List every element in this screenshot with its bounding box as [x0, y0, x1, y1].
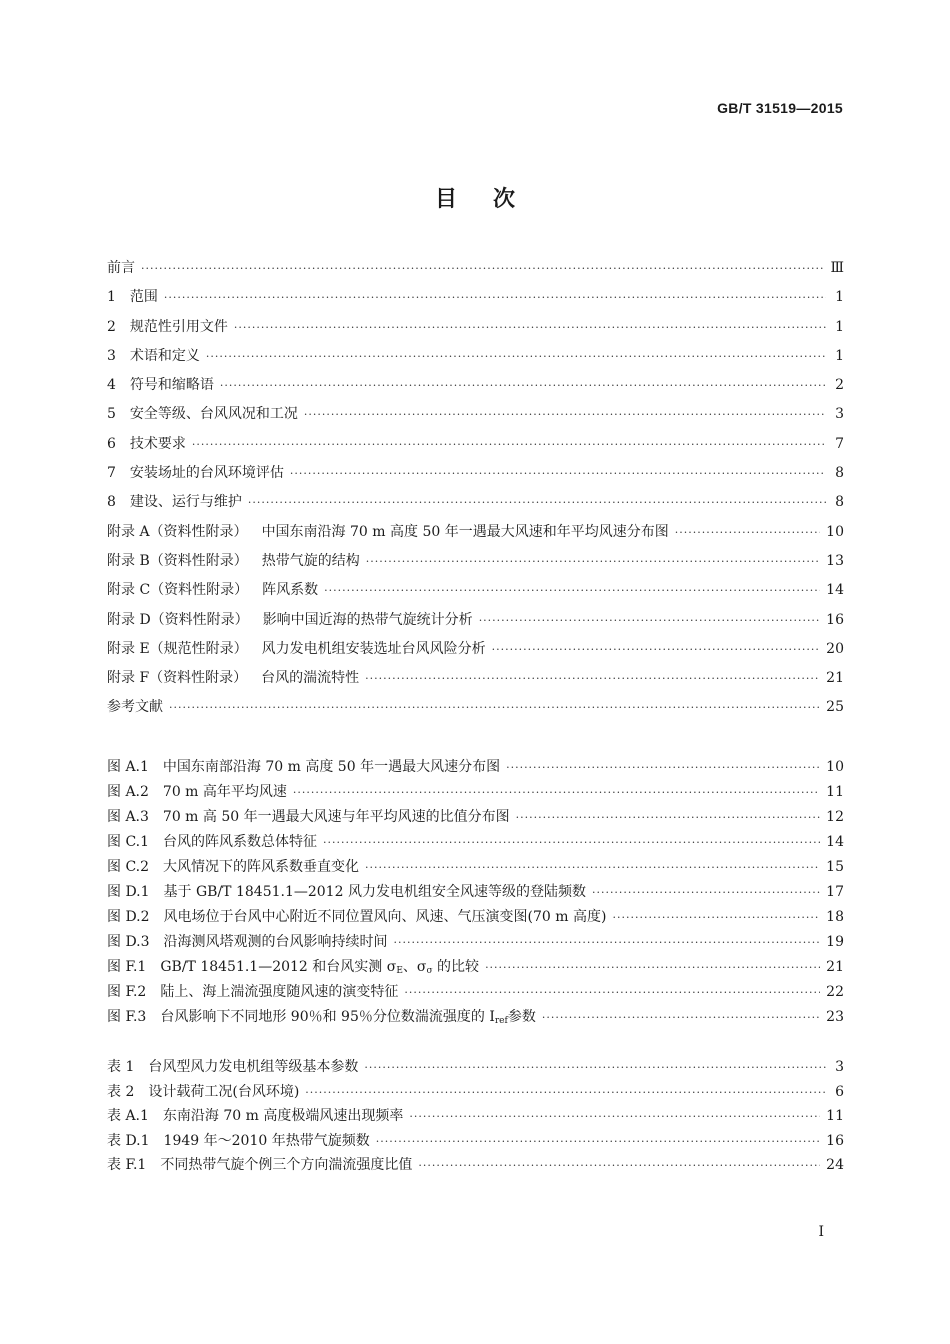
table-entry-page: 11 [826, 1108, 844, 1125]
figure-entry-number: 图 D.1 [107, 884, 150, 900]
toc-entry-label: 热带气旋的结构 [261, 552, 360, 569]
toc-entry[interactable] [107, 638, 844, 667]
figure-entry-page: 21 [826, 959, 844, 975]
table-entry[interactable] [107, 1154, 844, 1179]
figure-entry-page: 10 [826, 759, 844, 775]
toc-entry-page: 21 [826, 670, 844, 687]
table-list [107, 1056, 844, 1179]
table-entry-number: 表 A.1 [107, 1108, 149, 1125]
label-part: ref [494, 1016, 508, 1026]
figure-entry-label [160, 956, 479, 976]
table-entry[interactable] [107, 1105, 844, 1130]
toc-entry[interactable] [107, 374, 844, 403]
toc-entry-label: 参考文献 [107, 699, 163, 716]
figure-list [107, 756, 844, 1031]
toc-entry-label: 规范性引用文件 [129, 318, 228, 335]
toc-entry[interactable] [107, 550, 844, 579]
figure-entry-number: 图 F.3 [107, 1009, 147, 1025]
figure-entry-number: 图 C.1 [107, 834, 150, 850]
toc-entry-page: 7 [835, 435, 844, 452]
toc-entry-label: 台风的湍流特性 [261, 670, 360, 687]
figure-entry-label: 风电场位于台风中心附近不同位置风向、风速、气压演变图(70 m 高度) [163, 909, 607, 925]
figure-entry-label: 基于 GB/T 18451.1—2012 风力发电机组安全风速等级的登陆频数 [163, 884, 586, 900]
table-entry-label: 东南沿海 70 m 高度极端风速出现频率 [162, 1108, 404, 1125]
dot-leader [365, 861, 820, 874]
toc-entry-number: 1 [107, 289, 116, 306]
toc-entry[interactable] [107, 403, 844, 432]
toc-entry[interactable] [107, 521, 844, 550]
figure-entry-number: 图 A.1 [107, 759, 149, 775]
table-entry-page: 3 [835, 1059, 844, 1075]
figure-entry-page: 12 [826, 809, 844, 825]
dot-leader [485, 961, 820, 974]
toc-entry[interactable] [107, 491, 844, 520]
toc-entry-number: 附录 C（资料性附录） [107, 582, 249, 599]
dot-leader [404, 986, 820, 999]
label-part: 参数 [507, 1009, 536, 1025]
table-entry-number: 表 1 [107, 1059, 135, 1075]
figure-entry-page: 11 [826, 784, 844, 800]
toc-entry[interactable] [107, 257, 844, 286]
toc-entry-page: 1 [835, 289, 844, 306]
figure-entry-number: 图 A.2 [107, 784, 149, 800]
figure-entry-page: 19 [826, 934, 844, 950]
dot-leader [192, 438, 826, 451]
toc-entry-page: 1 [835, 347, 844, 364]
dot-leader [492, 643, 821, 656]
toc-entry-page: 20 [826, 640, 844, 657]
toc-entry[interactable] [107, 345, 844, 374]
toc-entry-number: 5 [107, 406, 116, 423]
dot-leader [305, 1086, 826, 1099]
figure-entry-number: 图 A.3 [107, 809, 149, 825]
figure-entry-page: 22 [826, 984, 844, 1000]
table-entry-label: 台风型风力发电机组等级基本参数 [148, 1059, 359, 1075]
toc-entry[interactable] [107, 462, 844, 491]
dot-leader [675, 526, 820, 539]
dot-leader [290, 467, 826, 480]
figure-entry-label: 沿海测风塔观测的台风影响持续时间 [163, 934, 388, 950]
table-entry-page: 24 [826, 1157, 844, 1174]
dot-leader [248, 496, 826, 509]
label-part: GB/T 18451.1—2012 和台风实测 σ [160, 959, 397, 975]
toc-entry-number: 附录 E（规范性附录） [107, 640, 248, 657]
dot-leader [234, 321, 826, 334]
toc-entry-page: 14 [826, 582, 844, 599]
figure-entry-page: 14 [826, 834, 844, 850]
table-entry-number: 表 D.1 [107, 1132, 150, 1149]
dot-leader [323, 836, 820, 849]
toc-entry-page: 16 [826, 611, 844, 628]
toc-entry[interactable] [107, 696, 844, 725]
toc-entry-page: 2 [835, 377, 844, 394]
toc-entry[interactable] [107, 579, 844, 608]
dot-leader [612, 911, 820, 924]
figure-entry[interactable] [107, 931, 844, 956]
toc-entry-label: 符号和缩略语 [129, 377, 214, 394]
toc-entry-page: Ⅲ [830, 260, 844, 276]
toc-entry-label: 阵风系数 [262, 582, 319, 599]
toc-entry-number: 6 [107, 435, 116, 452]
toc-entry-number: 4 [107, 377, 116, 394]
figure-entry[interactable] [107, 831, 844, 856]
table-entry-page: 6 [835, 1083, 844, 1100]
toc-entry[interactable] [107, 667, 844, 696]
table-entry-page: 16 [826, 1132, 844, 1149]
label-part: 、σ [402, 959, 427, 975]
dot-leader [220, 379, 826, 392]
toc-entry-page: 3 [835, 406, 844, 423]
page-title: 目次 [434, 187, 551, 212]
dot-leader [293, 786, 820, 799]
dot-leader [409, 1110, 820, 1123]
toc-entry-number: 2 [107, 318, 116, 335]
figure-entry-label: 大风情况下的阵风系数垂直变化 [163, 859, 360, 875]
dot-leader [394, 936, 821, 949]
dot-leader [366, 555, 820, 568]
figure-entry-label: 70 m 高 50 年一遇最大风速与年平均风速的比值分布图 [162, 809, 510, 825]
page-number: I [818, 1224, 824, 1240]
label-part: E [396, 966, 403, 976]
figure-entry-label: 70 m 高年平均风速 [162, 784, 287, 800]
toc-entry-label: 范围 [129, 289, 158, 306]
label-part: σ [426, 966, 433, 976]
figure-entry-label: 台风的阵风系数总体特征 [163, 834, 318, 850]
toc-entry-number: 8 [107, 494, 116, 511]
table-entry-number: 表 2 [107, 1083, 135, 1100]
toc-entry-number: 附录 A（资料性附录） [107, 523, 248, 540]
toc-entry-label: 安装场址的台风环境评估 [129, 465, 284, 482]
figure-entry-page: 23 [826, 1009, 844, 1025]
dot-leader [164, 291, 826, 304]
label-part: 台风影响下不同地形 90％和 95％分位数湍流强度的 I [160, 1009, 495, 1025]
label-part: 的比较 [432, 959, 480, 975]
toc-entry[interactable] [107, 433, 844, 462]
figure-entry-label: 中国东南部沿海 70 m 高度 50 年一遇最大风速分布图 [162, 759, 501, 775]
figure-entry[interactable] [107, 856, 844, 881]
toc-entry-label: 术语和定义 [129, 347, 200, 364]
toc-entry-label: 影响中国近海的热带气旋统计分析 [262, 611, 473, 628]
toc-entry-page: 1 [835, 318, 844, 335]
dot-leader [516, 811, 821, 824]
figure-entry[interactable] [107, 756, 844, 781]
toc-entry-label: 前言 [107, 260, 135, 276]
dot-leader [592, 886, 820, 899]
dot-leader [479, 614, 820, 627]
toc-entry-page: 25 [826, 699, 844, 716]
figure-entry-number: 图 D.2 [107, 909, 150, 925]
toc-entry-label: 中国东南沿海 70 m 高度 50 年一遇最大风速和年平均风速分布图 [261, 523, 669, 540]
figure-entry-page: 18 [826, 909, 844, 925]
figure-entry-number: 图 C.2 [107, 859, 150, 875]
figure-entry-label: 陆上、海上湍流强度随风速的演变特征 [160, 984, 399, 1000]
toc-entry-label: 安全等级、台风风况和工况 [129, 406, 298, 423]
toc-entry-label: 风力发电机组安装选址台风风险分析 [261, 640, 486, 657]
dot-leader [418, 1159, 820, 1172]
table-entry-label: 不同热带气旋个例三个方向湍流强度比值 [160, 1157, 413, 1174]
dot-leader [324, 584, 820, 597]
dot-leader [206, 350, 826, 363]
figure-entry-label [160, 1006, 535, 1026]
figure-entry[interactable] [107, 881, 844, 906]
figure-entry[interactable] [107, 956, 844, 981]
toc-entry-number: 7 [107, 465, 116, 482]
toc-list [107, 257, 844, 726]
table-entry[interactable] [107, 1056, 844, 1081]
toc-entry[interactable] [107, 316, 844, 345]
figure-entry-number: 图 F.2 [107, 984, 147, 1000]
dot-leader [506, 761, 820, 774]
toc-entry-page: 8 [835, 465, 844, 482]
dot-leader [364, 1061, 826, 1074]
dot-leader [169, 701, 820, 714]
figure-entry[interactable] [107, 806, 844, 831]
dot-leader [141, 262, 824, 275]
standard-number: GB/T 31519—2015 [717, 100, 843, 116]
toc-entry-label: 技术要求 [129, 435, 186, 452]
toc-entry-number: 附录 B（资料性附录） [107, 552, 248, 569]
toc-entry-number: 附录 D（资料性附录） [107, 611, 249, 628]
figure-entry-page: 17 [826, 884, 844, 900]
toc-entry-label: 建设、运行与维护 [129, 494, 242, 511]
toc-entry-number: 3 [107, 347, 116, 364]
dot-leader [365, 672, 820, 685]
toc-entry-number: 附录 F（资料性附录） [107, 670, 248, 687]
dot-leader [376, 1135, 820, 1148]
table-entry-label: 设计载荷工况(台风环境) [148, 1083, 300, 1100]
figure-entry[interactable] [107, 781, 844, 806]
table-entry-number: 表 F.1 [107, 1157, 147, 1174]
dot-leader [304, 408, 826, 421]
toc-entry-page: 13 [826, 552, 844, 569]
toc-entry-page: 10 [826, 523, 844, 540]
table-entry-label: 1949 年～2010 年热带气旋频数 [163, 1132, 370, 1149]
toc-entry[interactable] [107, 609, 844, 638]
figure-entry[interactable] [107, 906, 844, 931]
figure-entry-page: 15 [826, 859, 844, 875]
toc-entry-page: 8 [835, 494, 844, 511]
table-entry[interactable] [107, 1081, 844, 1106]
figure-entry-number: 图 F.1 [107, 959, 147, 975]
toc-entry[interactable] [107, 286, 844, 315]
figure-entry[interactable] [107, 1006, 844, 1031]
figure-entry[interactable] [107, 981, 844, 1006]
table-entry[interactable] [107, 1130, 844, 1155]
dot-leader [542, 1011, 820, 1024]
figure-entry-number: 图 D.3 [107, 934, 150, 950]
